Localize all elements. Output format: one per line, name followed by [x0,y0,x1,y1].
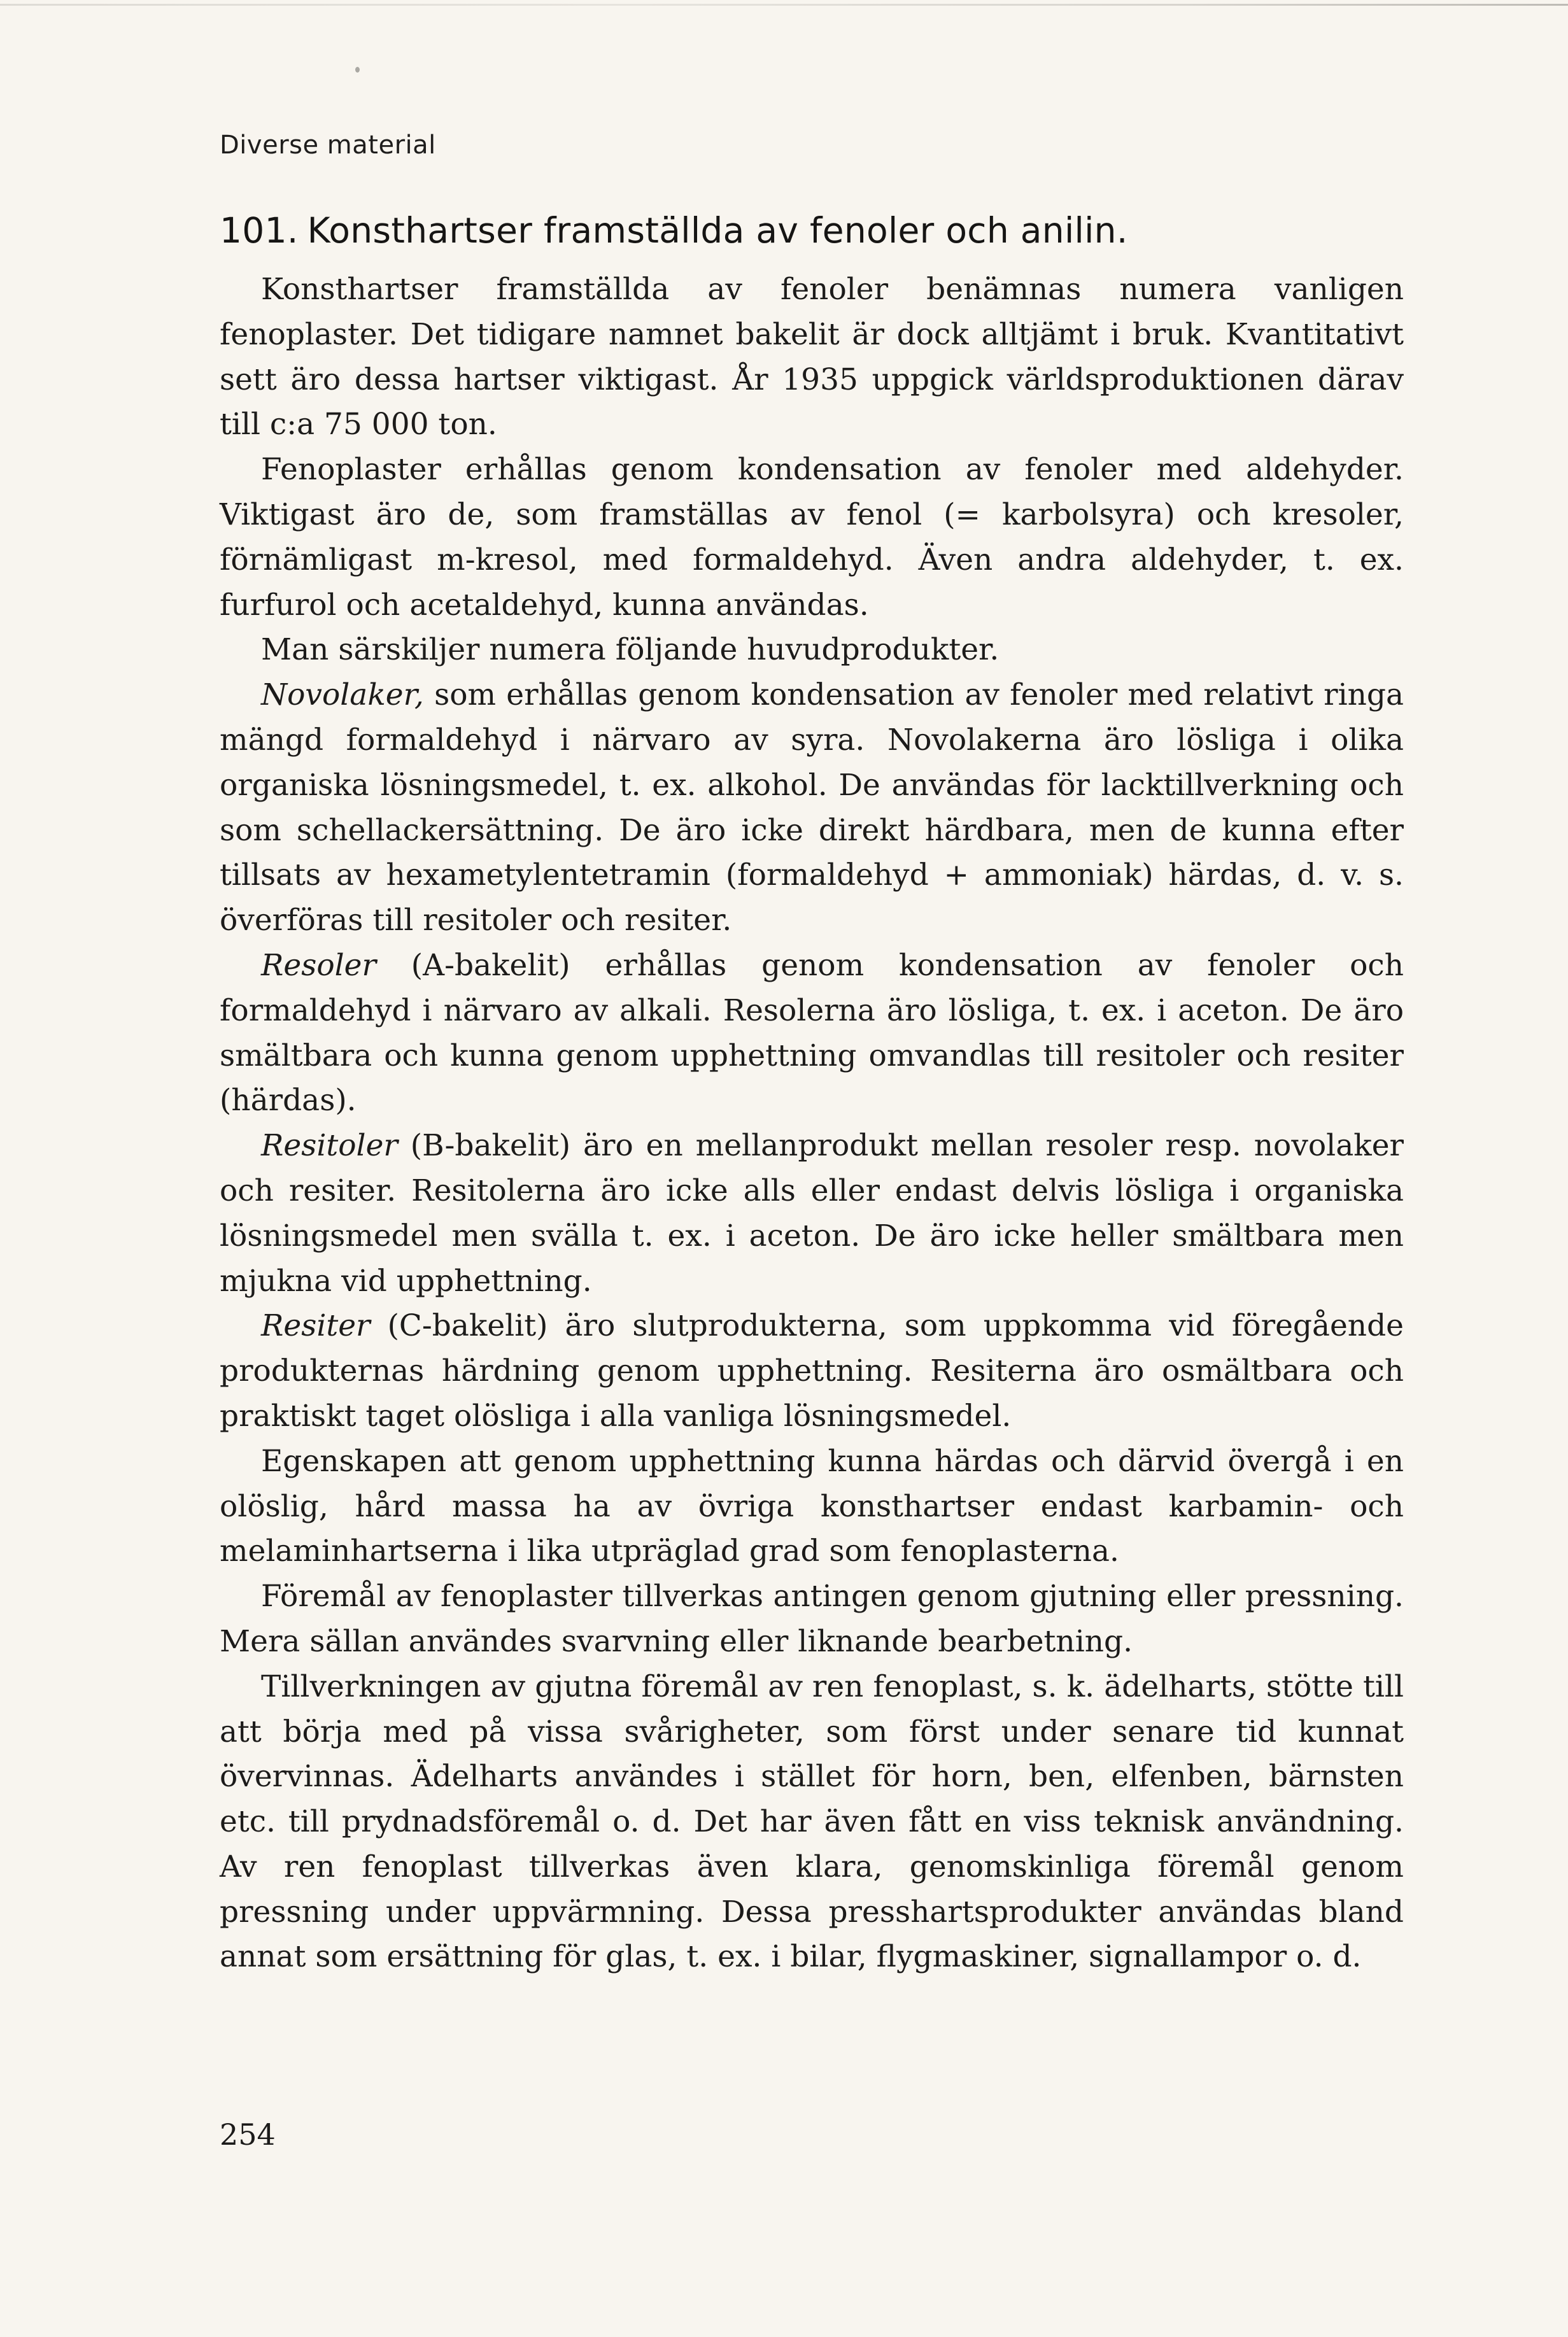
paragraph-text: Man särskiljer numera följande huvudprodukter. [261,632,999,668]
paragraph [220,1439,1404,1574]
paragraph [220,943,1404,1124]
paragraph-text: (C-bakelit) äro slutprodukterna, som uppkomma vid föregående produkternas härdning genom upphettning. Resiterna äro osmältbara och praktiskt taget olösliga i alla vanliga lösningsmedel. [220,1308,1404,1434]
paragraph-lead-term: Resoler [261,947,376,983]
article-number: 101. [220,210,299,251]
paragraph [220,628,1404,673]
paragraph-text: (B-bakelit) äro en mellanprodukt mellan resoler resp. novolaker och resiter. Resitolerna äro icke alls eller endast delvis lösliga i organiska lösningsmedel men svälla t. ex. i aceton. De äro icke heller smältbara men mjukna vid upphettning. [220,1128,1404,1299]
paragraph [220,448,1404,628]
article-title [220,210,1128,251]
article-title-text: Konsthartser framställda av fenoler och anilin. [307,210,1128,251]
paragraph-text: Egenskapen att genom upphettning kunna härdas och därvid övergå i en olöslig, hård massa ha av övriga konsthartser endast karbamin- och melaminhartserna i lika utpräglad grad som fenoplasterna. [220,1443,1404,1569]
paragraph-text: Konsthartser framställda av fenoler benämnas numera vanligen fenoplaster. Det tidigare namnet bakelit är dock alltjämt i bruk. Kvantitativt sett äro dessa hartser viktigast. År 1935 uppgick världsproduktionen därav till c:a 75 000 ton. [220,272,1404,442]
article-body [220,267,1404,1980]
paragraph [220,267,1404,448]
paragraph-lead-term: Novolaker, [261,677,424,713]
paragraph-text: som erhållas genom kondensation av fenoler med relativt ringa mängd formaldehyd i närvaro av syra. Novolakerna äro lösliga i olika organiska lösningsmedel, t. ex. alkohol. De användas för lacktillverkning och som schellackersättning. De äro icke direkt härdbara, men de kunna efter tillsats av hexametylentetramin (formaldehyd + ammoniak) härdas, d. v. s. överföras till resitoler och resiter. [220,677,1404,938]
paragraph [220,1574,1404,1665]
paragraph-text: (A-bakelit) erhållas genom kondensation av fenoler och formaldehyd i närvaro av alkali. Resolerna äro lösliga, t. ex. i aceton. De äro smältbara och kunna genom upphettning omvandlas till resitoler och resiter (härdas). [220,947,1404,1119]
paragraph-lead-term: Resiter [261,1308,371,1344]
paragraph [220,1124,1404,1304]
paragraph [220,673,1404,943]
paragraph [220,1304,1404,1439]
page-top-edge [0,4,1568,6]
paragraph [220,1665,1404,1980]
paragraph-text: Föremål av fenoplaster tillverkas antingen genom gjutning eller pressning. Mera sällan användes svarvning eller liknande bearbetning. [220,1579,1404,1659]
section-header: Diverse material [220,131,436,160]
paragraph-text: Fenoplaster erhållas genom kondensation av fenoler med aldehyder. Viktigast äro de, som framställas av fenol (= karbolsyra) och kresoler, förnämligast m-kresol, med formaldehyd. Även andra aldehyder, t. ex. furfurol och acetaldehyd, kunna användas. [220,452,1404,623]
paragraph-text: Tillverkningen av gjutna föremål av ren fenoplast, s. k. ädelharts, stötte till att börja med på vissa svårigheter, som först under senare tid kunnat övervinnas. Ädelharts användes i stället för horn, ben, elfenben, bärnsten etc. till prydnadsföremål o. d. Det har även fått en viss teknisk användning. Av ren fenoplast tillverkas även klara, genomskinliga föremål genom pressning under uppvärmning. Dessa presshartsprodukter användas bland annat som ersättning för glas, t. ex. i bilar, flygmaskiner, signallampor o. d. [220,1669,1404,1975]
page-number: 254 [220,2117,276,2152]
ink-speck [355,67,360,73]
paragraph-lead-term: Resitoler [261,1128,398,1164]
